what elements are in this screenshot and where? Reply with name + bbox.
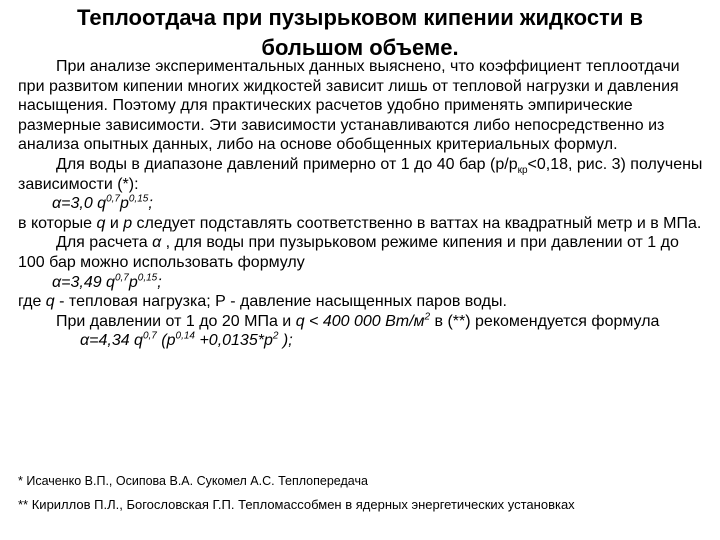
paragraph-intro: При анализе экспериментальных данных выяснено, что коэффициент теплоотдачи при развитом кипении многих жидкостей зависит лишь от тепловой нагрузки и давления насыщения. Поэтому для практических расчетов удобно применять эмпирические размерные зависимости. Эти зависимости устанавливаются либо непосредственно из анализа опытных данных, либо на основе обобщенных критериальных формул. xyxy=(18,58,680,154)
paragraph-alpha-part: Для расчета xyxy=(56,234,153,252)
heat-flux-condition-text: q < 400 000 Вт/м xyxy=(295,312,425,330)
formula-3-exponent: 0,7 xyxy=(142,330,157,342)
formula-2-exponent: 0,7 xyxy=(114,272,129,284)
formula-3-part: α=4,34 q xyxy=(80,332,143,350)
paragraph-high-pressure-part: в (**) рекомендуется формула xyxy=(430,312,660,330)
formula-1-exponent: 0,15 xyxy=(128,193,149,205)
reference-2 xyxy=(18,493,718,516)
title-line-2: большом объеме. xyxy=(261,35,459,60)
paragraph-water-range-a: Для воды в диапазоне давлений примерно от 1 до 40 бар (p/p xyxy=(56,155,518,173)
formula-3-part: ); xyxy=(278,332,293,350)
heat-flux-exponent: 2 xyxy=(424,311,431,323)
paragraph-water-range xyxy=(18,155,708,194)
paragraph-units-part: и xyxy=(105,214,124,232)
formula-3-exponent: 2 xyxy=(272,330,279,342)
formula-3 xyxy=(18,331,708,351)
paragraph-units-part: в которые xyxy=(18,214,97,232)
critical-subscript: кр xyxy=(517,165,528,177)
paragraph-high-pressure-part: При давлении от 1 до 20 МПа и xyxy=(56,312,296,330)
paragraph-units xyxy=(18,214,708,234)
formula-2-exponent: 0,15 xyxy=(137,272,158,284)
body-text xyxy=(18,57,708,351)
formula-2-part: p xyxy=(128,273,138,291)
page-title xyxy=(20,3,700,63)
formula-2 xyxy=(18,273,708,293)
formula-1 xyxy=(18,194,708,214)
variable-q: q xyxy=(45,293,55,311)
paragraph-definitions xyxy=(18,292,708,312)
formula-3-exponent: 0,14 xyxy=(175,330,195,342)
paragraph-water-range-b: <0,18, рис. 3) получены зависимости (*): xyxy=(18,155,703,193)
reference-1-marker: * xyxy=(18,474,23,488)
paragraph-units-part: следует подставлять соответственно в ваттах на квадратный метр и в МПа. xyxy=(132,214,702,232)
formula-1-part: ; xyxy=(148,195,153,213)
formula-2-part: ; xyxy=(157,273,162,291)
title-line-1: Теплоотдача при пузырьковом кипении жидкости в xyxy=(77,5,643,30)
variable-q: q xyxy=(96,214,106,232)
formula-1-exponent: 0,7 xyxy=(106,193,120,205)
reference-2-marker: ** Кириллов П.Л. xyxy=(18,497,120,512)
formula-3-part: +0,0135*p xyxy=(195,332,273,350)
paragraph-alpha-part: , для воды при пузырьковом режиме кипения и при давлении от 1 до 100 бар можно использовать формулу xyxy=(18,234,679,271)
paragraph-high-pressure xyxy=(18,312,708,332)
reference-1 xyxy=(18,470,718,493)
formula-3-part: (p xyxy=(156,332,176,350)
reference-1-text: Исаченко В.П., Осипова В.А. Сукомел А.С. Теплопередача xyxy=(22,474,368,488)
variable-alpha: α xyxy=(152,234,162,252)
references xyxy=(18,470,718,516)
formula-1-part: p xyxy=(119,195,129,213)
reference-2-text: , Богословская Г.П. Тепломассобмен в ядерных энергетических установках xyxy=(119,497,575,512)
paragraph-definitions-part: где xyxy=(18,293,46,311)
paragraph-alpha xyxy=(18,233,708,272)
variable-p: p xyxy=(123,214,133,232)
heat-flux-condition xyxy=(296,313,430,330)
formula-1-part: α=3,0 q xyxy=(52,195,107,213)
formula-2-part: α=3,49 q xyxy=(52,273,115,291)
paragraph-definitions-part: - тепловая нагрузка; Р - давление насыщенных паров воды. xyxy=(54,293,507,311)
